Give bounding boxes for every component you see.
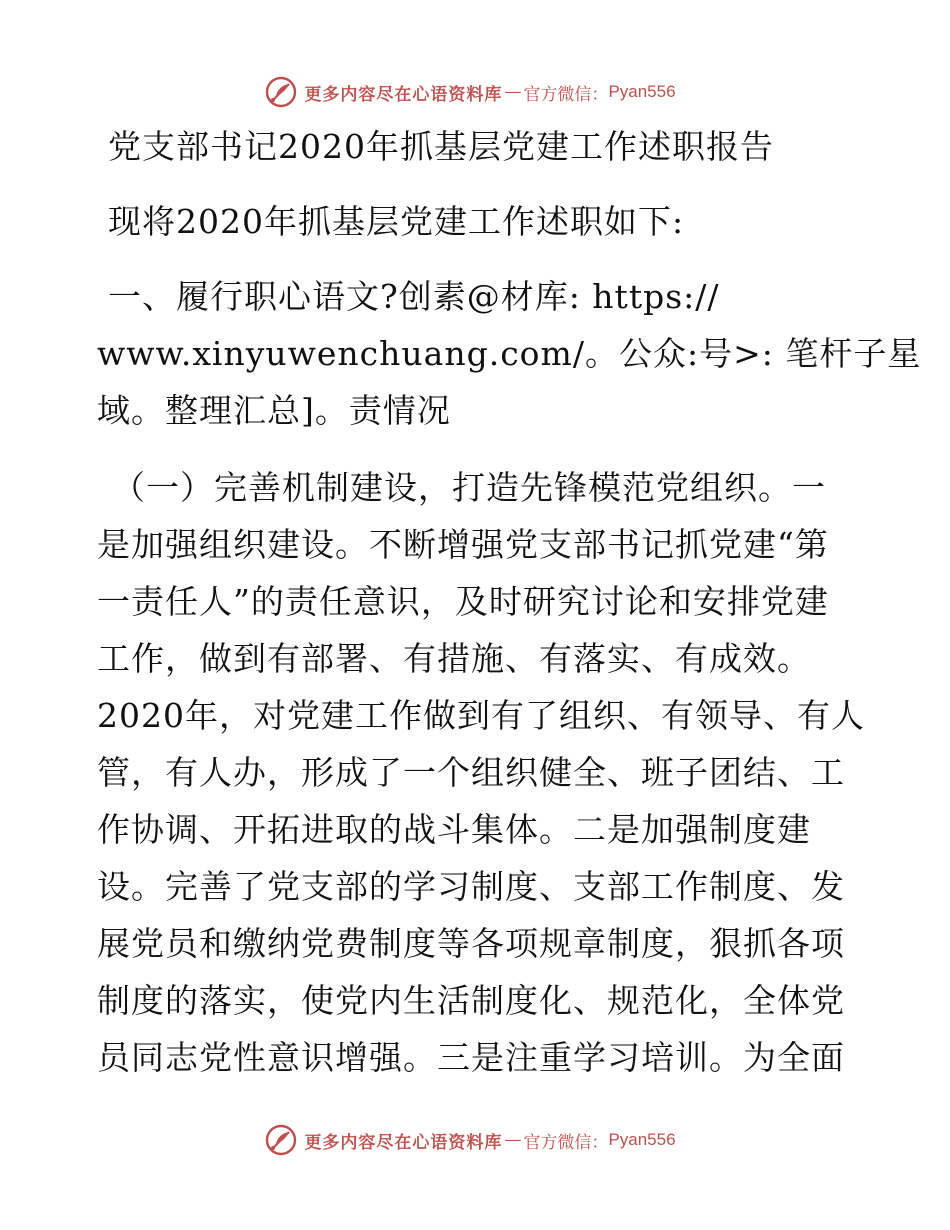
banner-wechat-handle: Pyan556 (608, 1130, 676, 1149)
paragraph-line: 工作，做到有部署、有措施、有落实、有成效。 (97, 639, 811, 678)
heading-line: 域。整理汇总]。责情况 (97, 391, 451, 430)
paragraph-line: 制度的落实，使党内生活制度化、规范化，全体党 (97, 981, 845, 1020)
paragraph-line: 展党员和缴纳党费制度等各项规章制度，狠抓各项 (97, 924, 845, 963)
feather-logo-icon (264, 75, 298, 109)
paragraph-line: （一）完善机制建设，打造先锋模范党组织。一 (112, 468, 826, 507)
paragraph-line: 作协调、开拓进取的战斗集体。二是加强制度建 (97, 810, 811, 849)
paragraph-line: 一责任人”的责任意识，及时研究讨论和安排党建 (97, 582, 829, 621)
heading-line: 一、履行职心语文?创素@材库: https:// (108, 277, 720, 316)
paragraph-line: 2020年，对党建工作做到有了组织、有领导、有人 (97, 696, 865, 735)
feather-logo-icon (264, 1123, 298, 1157)
banner-wechat-handle: Pyan556 (608, 82, 676, 101)
banner-lead-text: 更多内容尽在心语资料库 (304, 84, 503, 105)
paragraph-line: 员同志党性意识增强。三是注重学习培训。为全面 (97, 1038, 845, 1077)
paragraph-line: 是加强组织建设。不断增强党支部书记抓党建“第 (97, 525, 829, 564)
banner-dash: — (504, 82, 522, 102)
banner-lead-text: 更多内容尽在心语资料库 (304, 1132, 503, 1153)
banner-official-label: 官方微信： (523, 84, 609, 105)
paragraph-line: 管，有人办，形成了一个组织健全、班子团结、工 (97, 753, 845, 792)
top-watermark-banner (0, 72, 950, 112)
banner-official-label: 官方微信： (523, 1132, 609, 1153)
heading-line: www.xinyuwenchuang.com/。公众:号>: 笔杆子星 (97, 334, 922, 373)
banner-dash: — (504, 1130, 522, 1150)
bottom-watermark-banner (0, 1120, 950, 1160)
document-title: 党支部书记2020年抓基层党建工作述职报告 (108, 127, 774, 166)
intro-line: 现将2020年抓基层党建工作述职如下: (108, 202, 685, 241)
paragraph-line: 设。完善了党支部的学习制度、支部工作制度、发 (97, 867, 845, 906)
